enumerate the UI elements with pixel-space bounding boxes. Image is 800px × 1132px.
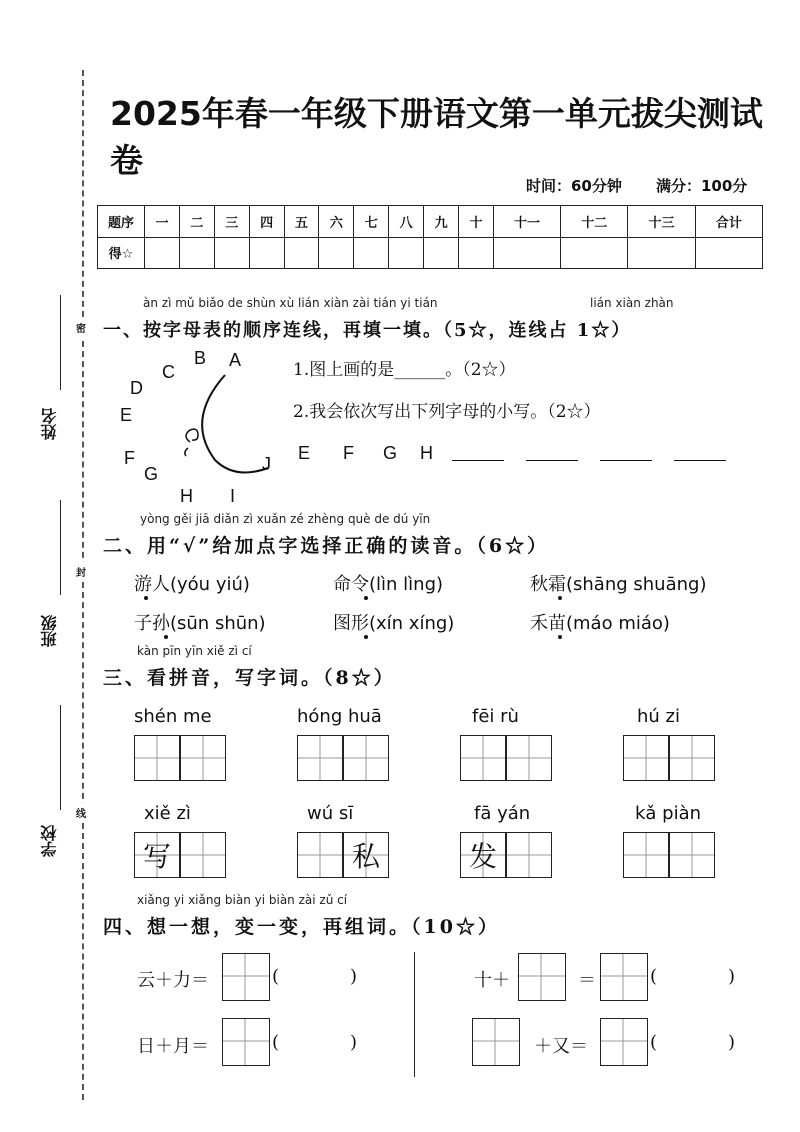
score-cell[interactable] <box>493 237 560 269</box>
paren-open: ( <box>650 1032 658 1053</box>
score-cell[interactable] <box>389 237 424 269</box>
tianzige-box[interactable] <box>623 832 669 878</box>
score-table-header-row <box>98 206 763 238</box>
tianzige-box-given <box>134 832 180 878</box>
score-col: 十三 <box>628 206 695 238</box>
score-col: 二 <box>179 206 214 238</box>
tianzige-box[interactable] <box>180 832 226 878</box>
s4-heading: 四、想一想，变一变，再组词。（10☆） <box>103 916 500 938</box>
s4-plus-you: ＋又＝ <box>534 1036 588 1057</box>
s2-heading: 二、用“√”给加点字选择正确的读音。（6☆） <box>103 535 550 557</box>
score-cell[interactable] <box>284 237 319 269</box>
score-cell[interactable] <box>145 237 180 269</box>
s2-item-6[interactable]: 禾苗(máo miáo) <box>530 613 670 634</box>
tianzige-box[interactable] <box>472 1018 520 1066</box>
tianzige-box[interactable] <box>180 735 226 781</box>
tianzige-box[interactable] <box>134 735 180 781</box>
s4-left-eq-1: 云＋力＝ <box>137 970 209 991</box>
paren-close: ) <box>728 1032 736 1053</box>
s4-pinyin: xiǎng yi xiǎng biàn yi biàn zài zǔ cí <box>137 893 348 907</box>
score-cell[interactable] <box>695 237 762 269</box>
s4-divider <box>414 952 415 1077</box>
s1-question-2: 2.我会依次写出下列字母的小写。（2☆） <box>293 402 601 422</box>
emphasis-dot <box>558 635 562 639</box>
page-title: 2025年春一年级下册语文第一单元拔尖测试卷 <box>110 94 763 180</box>
letter-e: E <box>120 405 133 425</box>
letter-f: F <box>124 448 135 468</box>
s1-pinyin-b: lián xiàn zhàn <box>590 296 674 310</box>
tianzige-box[interactable] <box>297 735 343 781</box>
letter-j: J <box>262 454 271 474</box>
s2-pinyin: yòng gěi jiā diǎn zì xuǎn zé zhèng què de dú yīn <box>140 512 431 526</box>
score-cell[interactable] <box>179 237 214 269</box>
s4-equals: ＝ <box>578 970 596 991</box>
seal-char-xian: 线 <box>76 803 86 822</box>
paren-open: ( <box>272 1032 280 1053</box>
letter-d: D <box>130 378 143 398</box>
emphasis-dot <box>164 635 168 639</box>
tianzige-box[interactable] <box>506 735 552 781</box>
score-col: 十一 <box>493 206 560 238</box>
emphasis-dot <box>144 596 148 600</box>
tianzige-box[interactable] <box>600 953 648 1001</box>
full-score: 满分：100分 <box>656 177 748 195</box>
s1-pinyin-a: àn zì mǔ biǎo de shùn xù lián xiàn zài tián yi tián <box>143 296 438 310</box>
paren-close: ) <box>350 1032 358 1053</box>
score-col: 四 <box>249 206 284 238</box>
score-cell[interactable] <box>459 237 494 269</box>
s2-item-2[interactable]: 命令(lìn lìng) <box>333 574 444 595</box>
tianzige-box-given <box>343 832 389 878</box>
paren-open: ( <box>650 966 658 987</box>
letter-a: A <box>229 350 242 370</box>
s2-item-5[interactable]: 图形(xín xíng) <box>333 613 455 634</box>
s3-heading: 三、看拼音，写字词。（8☆） <box>103 667 396 689</box>
s3-word-5: xiě zì <box>144 803 191 824</box>
paren-close: ) <box>350 966 358 987</box>
class-write-line <box>60 500 61 595</box>
school-write-line <box>60 705 61 810</box>
s4-right-plus: 十＋ <box>474 970 510 991</box>
paren-close: ) <box>728 966 736 987</box>
score-col: 三 <box>214 206 249 238</box>
tianzige-box[interactable] <box>600 1018 648 1066</box>
s3-word-8: kǎ piàn <box>635 803 702 824</box>
score-col: 六 <box>319 206 354 238</box>
letter-b: B <box>194 348 207 368</box>
class-label: 班级 <box>40 615 59 647</box>
letter-g: G <box>144 464 159 484</box>
seal-char-feng: 封 <box>76 562 86 581</box>
score-cell[interactable] <box>424 237 459 269</box>
score-col: 十二 <box>561 206 628 238</box>
upper-e: E <box>298 443 311 463</box>
letter-h: H <box>180 486 193 506</box>
tianzige-box[interactable] <box>623 735 669 781</box>
tianzige-box[interactable] <box>343 735 389 781</box>
s2-item-4[interactable]: 子孙(sūn shūn) <box>134 613 266 634</box>
s3-word-6: wú sī <box>307 803 354 824</box>
s2-item-1[interactable]: 游人(yóu yiú) <box>134 574 250 595</box>
lowercase-blank-1[interactable] <box>452 460 504 461</box>
s3-word-3: fēi rù <box>472 706 519 727</box>
upper-g: G <box>383 443 398 463</box>
s4-left-eq-2: 日＋月＝ <box>137 1036 209 1057</box>
lowercase-blank-2[interactable] <box>526 460 578 461</box>
seal-char-mi: 密 <box>76 318 86 337</box>
score-col: 一 <box>145 206 180 238</box>
tianzige-box[interactable] <box>222 953 270 1001</box>
tianzige-box[interactable] <box>297 832 343 878</box>
score-cell[interactable] <box>628 237 695 269</box>
s1-question-1: 1.图上画的是______。（2☆） <box>293 360 516 380</box>
s1-heading: 一、按字母表的顺序连线，再填一填。（5☆，连线占 1☆） <box>103 320 632 341</box>
tianzige-box[interactable] <box>669 735 715 781</box>
emphasis-dot <box>364 596 368 600</box>
emphasis-dot <box>558 596 562 600</box>
s3-word-2: hóng huā <box>297 706 382 727</box>
paren-open: ( <box>272 966 280 987</box>
name-label: 姓名 <box>40 408 59 440</box>
s3-word-7: fā yán <box>474 803 531 824</box>
lowercase-blank-4[interactable] <box>674 460 726 461</box>
score-header-label: 题序 <box>98 206 145 238</box>
score-col: 八 <box>389 206 424 238</box>
score-col: 十 <box>459 206 494 238</box>
tianzige-box[interactable] <box>506 832 552 878</box>
given-char-si: 私 <box>351 840 380 873</box>
lowercase-blank-3[interactable] <box>600 460 652 461</box>
score-table-score-row <box>98 237 763 269</box>
s2-item-3[interactable]: 秋霜(shāng shuāng) <box>530 574 707 595</box>
score-cell[interactable] <box>214 237 249 269</box>
s3-pinyin: kàn pīn yīn xiě zì cí <box>137 644 252 658</box>
emphasis-dot <box>364 635 368 639</box>
tianzige-box[interactable] <box>222 1018 270 1066</box>
score-col: 九 <box>424 206 459 238</box>
given-char-xie: 写 <box>142 840 171 873</box>
snail-drawing <box>180 370 290 495</box>
letter-c: C <box>162 362 175 382</box>
upper-f: F <box>343 443 354 463</box>
time-limit: 时间：60分钟 <box>526 177 622 195</box>
score-cell[interactable] <box>561 237 628 269</box>
tianzige-box-given <box>460 832 506 878</box>
score-cell[interactable] <box>354 237 389 269</box>
letter-i: I <box>230 486 236 506</box>
tianzige-box[interactable] <box>518 953 566 1001</box>
given-char-fa: 发 <box>468 840 497 873</box>
s3-word-4: hú zi <box>637 706 680 727</box>
score-cell[interactable] <box>249 237 284 269</box>
score-cell[interactable] <box>319 237 354 269</box>
score-table <box>97 205 763 269</box>
score-col: 七 <box>354 206 389 238</box>
score-row-label: 得☆ <box>98 237 145 269</box>
school-label: 学校 <box>40 825 59 857</box>
score-col: 五 <box>284 206 319 238</box>
tianzige-box[interactable] <box>460 735 506 781</box>
upper-h: H <box>420 443 433 463</box>
score-col: 合计 <box>695 206 762 238</box>
tianzige-box[interactable] <box>669 832 715 878</box>
s3-word-1: shén me <box>134 706 212 727</box>
name-write-line <box>60 295 61 390</box>
binding-dashed-line <box>82 70 84 1100</box>
